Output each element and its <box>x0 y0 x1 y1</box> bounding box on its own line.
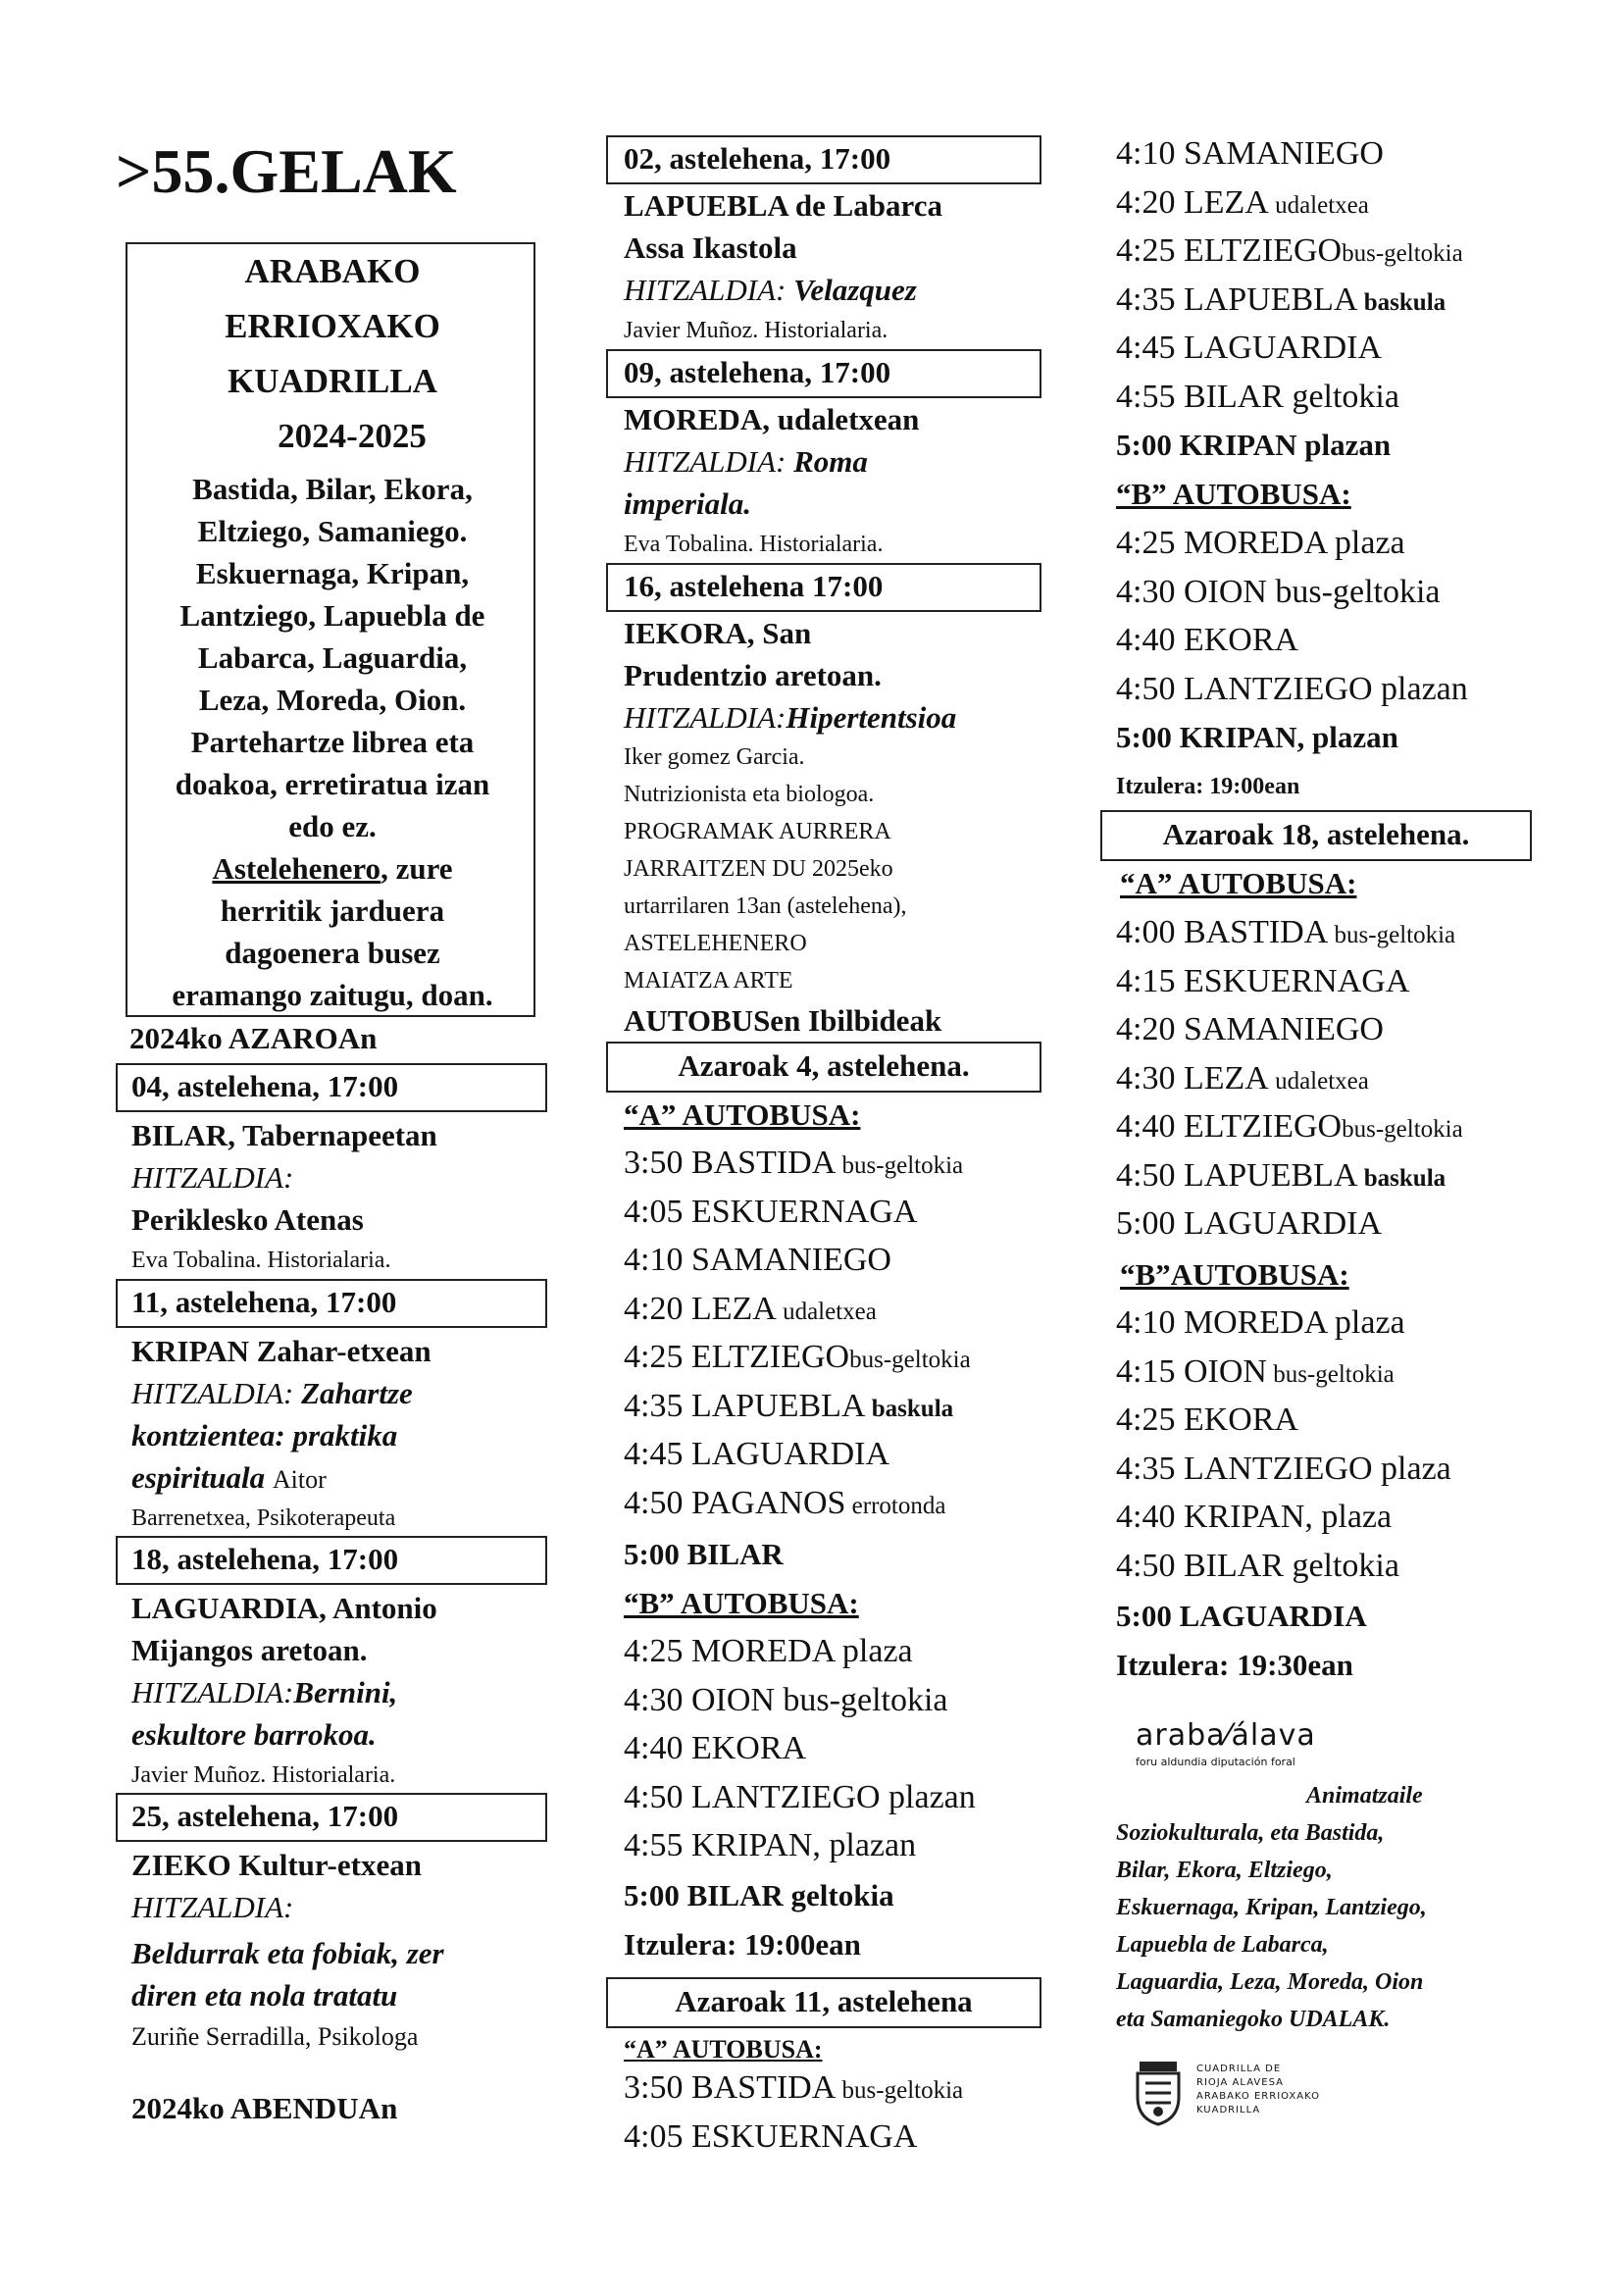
bus-stop <box>624 1827 916 1864</box>
event-date: 18, astelehena, 17:00 <box>131 1542 399 1576</box>
event-place: KRIPAN Zahar-etxean <box>131 1334 431 1368</box>
cuadrilla-logo-line: KUADRILLA <box>1196 2105 1261 2116</box>
intro-heading-1: ARABAKO <box>244 252 421 290</box>
speaker: Barrenetxea, Psikoterapeuta <box>131 1505 396 1531</box>
stop-name: 4:00 BASTIDA <box>1116 914 1329 950</box>
stop-name: 4:45 LAGUARDIA <box>624 1436 890 1472</box>
event-date: 02, astelehena, 17:00 <box>624 141 891 176</box>
event-place: ZIEKO Kultur-etxean <box>131 1848 422 1882</box>
month-heading: 2024ko ABENDUAn <box>131 2091 398 2125</box>
stop-detail: baskula <box>865 1395 954 1422</box>
talk-line: HITZALDIA:Bernini, <box>131 1675 398 1709</box>
speaker: Iker gomez Garcia. <box>624 744 805 770</box>
speaker: Javier Muñoz. Historialaria. <box>131 1762 396 1788</box>
event-place: LAPUEBLA de Labarca <box>624 188 942 223</box>
stop-name: 4:40 EKORA <box>624 1730 807 1766</box>
stop-detail: baskula <box>1357 288 1446 316</box>
intro-heading-years: 2024-2025 <box>278 417 427 455</box>
stop-name: 4:30 LEZA <box>1116 1059 1269 1096</box>
bus-stop <box>1116 1108 1463 1146</box>
talk-line: HITZALDIA: Zahartze <box>131 1376 413 1410</box>
bus-stop <box>624 1339 971 1376</box>
speaker: Eva Tobalina. Historialaria. <box>131 1248 391 1273</box>
event-place: BILAR, Tabernapeetan <box>131 1118 437 1152</box>
stop-name: 4:25 MOREDA plaza <box>624 1633 913 1669</box>
bus-stop <box>1116 1205 1382 1243</box>
event-place: LAGUARDIA, Antonio <box>131 1591 437 1625</box>
bus-stop <box>1116 1011 1384 1048</box>
talk-label: HITZALDIA: <box>131 1160 294 1195</box>
bus-b-end: 5:00 KRIPAN, plazan <box>1116 720 1398 754</box>
stop-name: 4:25 ELTZIEGO <box>1116 232 1343 269</box>
event-place: Prudentzio aretoan. <box>624 658 882 692</box>
credits-line: Lapuebla de Labarca, <box>1116 1932 1329 1958</box>
route-date: Azaroak 4, astelehena. <box>678 1048 970 1083</box>
stop-name: 4:35 LAPUEBLA <box>1116 280 1358 318</box>
event-place: Mijangos aretoan. <box>131 1633 368 1667</box>
talk-title: kontzientea: praktika <box>131 1418 398 1453</box>
talk-title: eskultore barrokoa. <box>131 1717 377 1752</box>
talk-label: HITZALDIA: <box>131 1890 294 1924</box>
intro-line: eramango zaitugu, doan. <box>172 978 493 1012</box>
talk-title: Beldurrak eta fobiak, zer <box>131 1936 444 1970</box>
stop-detail: bus-geltokia <box>836 1152 964 1179</box>
bus-stop <box>1116 1451 1451 1488</box>
stop-detail: bus-geltokia <box>836 2077 964 2104</box>
intro-line-underlined: Astelehenero, zure <box>212 851 453 886</box>
stop-name: 4:50 LANTZIEGO plazan <box>1116 670 1468 707</box>
intro-line: Bastida, Bilar, Ekora, <box>192 472 473 506</box>
bus-stop <box>624 1291 877 1328</box>
return-time: Itzulera: 19:00ean <box>624 1927 861 1962</box>
bus-a-end: 5:00 BILAR <box>624 1537 784 1571</box>
stop-detail: bus-geltokia <box>849 1347 971 1373</box>
intro-line: Partehartze librea eta <box>190 725 475 759</box>
stop-name: 4:25 ELTZIEGO <box>624 1339 850 1375</box>
bus-stop <box>1116 1548 1399 1585</box>
event-date: 11, astelehena, 17:00 <box>131 1285 397 1319</box>
bus-stop <box>1116 330 1382 367</box>
intro-line: Eltziego, Samaniego. <box>197 514 468 548</box>
stop-name: 4:15 ESKUERNAGA <box>1116 962 1410 999</box>
intro-line: Eskuernaga, Kripan, <box>195 556 470 590</box>
stop-name: 4:20 LEZA <box>1116 183 1269 221</box>
bus-stop <box>1116 1353 1395 1391</box>
araba-alava-logo: araba⁄álava <box>1136 1718 1316 1753</box>
talk-line: HITZALDIA: Velazquez <box>624 273 917 307</box>
stop-name: 4:45 LAGUARDIA <box>1116 330 1383 366</box>
credits-line: Bilar, Ekora, Eltziego, <box>1116 1858 1333 1883</box>
stop-name: 4:50 LANTZIEGO plazan <box>624 1778 976 1815</box>
stop-detail: udaletxea <box>1268 1067 1369 1095</box>
bus-b-heading: “B” AUTOBUSA: <box>1116 477 1351 511</box>
intro-line: Leza, Moreda, Oion. <box>198 683 467 717</box>
cuadrilla-logo-line: ARABAKO ERRIOXAKO <box>1196 2091 1320 2102</box>
intro-line: Labarca, Laguardia, <box>197 640 468 675</box>
stop-name: 4:35 LANTZIEGO plaza <box>1116 1450 1451 1487</box>
bus-stop <box>1116 281 1446 319</box>
event-date: 16, astelehena 17:00 <box>624 569 884 603</box>
bus-stop <box>624 1779 976 1816</box>
bus-stop <box>1116 1499 1392 1536</box>
bus-stop <box>1116 963 1409 1000</box>
bus-b-end: 5:00 BILAR geltokia <box>624 1878 894 1912</box>
stop-detail: errotonda <box>845 1492 946 1519</box>
return-time: Itzulera: 19:00ean <box>1116 774 1300 799</box>
intro-box <box>126 242 535 1017</box>
stop-name: 4:05 ESKUERNAGA <box>624 1193 918 1230</box>
month-heading: 2024ko AZAROAn <box>129 1021 378 1055</box>
event-date: 25, astelehena, 17:00 <box>131 1799 399 1833</box>
stop-detail: bus-geltokia <box>1342 1116 1463 1143</box>
stop-name: 4:20 SAMANIEGO <box>1116 1011 1384 1047</box>
intro-line: Lantziego, Lapuebla de <box>179 598 485 633</box>
bus-b-end: 5:00 LAGUARDIA <box>1116 1599 1367 1633</box>
stop-name: 4:10 MOREDA plaza <box>1116 1304 1405 1341</box>
bus-stop <box>1116 232 1463 270</box>
page-title: >55.GELAK <box>116 136 457 206</box>
intro-heading-2: ERRIOXAKO <box>225 307 440 345</box>
program-note: JARRAITZEN DU 2025eko <box>624 856 893 882</box>
stop-name: 3:50 BASTIDA <box>624 2069 837 2106</box>
return-time: Itzulera: 19:30ean <box>1116 1648 1353 1682</box>
bus-stop <box>624 1730 806 1767</box>
intro-line: doakoa, erretiratua izan <box>175 767 490 801</box>
program-note: ASTELEHENERO <box>624 931 807 956</box>
cuadrilla-logo-line: CUADRILLA DE <box>1196 2064 1282 2074</box>
intro-heading-3: KUADRILLA <box>228 362 437 400</box>
bus-b-heading: “B” AUTOBUSA: <box>624 1586 859 1620</box>
talk-title: Periklesko Atenas <box>131 1202 364 1237</box>
stop-detail: bus-geltokia <box>1342 240 1463 267</box>
talk-line: HITZALDIA:Hipertentsioa <box>624 700 957 735</box>
stop-name: 4:55 KRIPAN, plazan <box>624 1827 917 1863</box>
bus-stop <box>624 1436 889 1473</box>
route-date: Azaroak 11, astelehena <box>675 1984 973 2018</box>
event-place: Assa Ikastola <box>624 230 797 265</box>
coat-of-arms-icon <box>1130 2058 1187 2126</box>
bus-stop <box>624 1682 948 1719</box>
stop-name: 4:50 LAPUEBLA <box>1116 1156 1358 1194</box>
credits-line: Laguardia, Leza, Moreda, Oion <box>1116 1969 1424 1995</box>
credits-line: Animatzaile <box>1306 1783 1423 1809</box>
program-note: urtarrilaren 13an (astelehena), <box>624 893 907 919</box>
bus-b-heading: “B”AUTOBUSA: <box>1120 1257 1349 1292</box>
speaker: Javier Muñoz. Historialaria. <box>624 318 888 343</box>
event-place: MOREDA, udaletxean <box>624 402 920 436</box>
bus-stop <box>624 2118 917 2156</box>
intro-line: edo ez. <box>288 809 377 843</box>
bus-a-end: 5:00 KRIPAN plazan <box>1116 428 1392 462</box>
stop-detail: baskula <box>1357 1164 1446 1192</box>
stop-name: 4:40 ELTZIEGO <box>1116 1108 1343 1145</box>
bus-stop <box>1116 1402 1298 1439</box>
stop-name: 4:50 PAGANOS <box>624 1484 846 1521</box>
stop-name: 3:50 BASTIDA <box>624 1145 837 1181</box>
route-date: Azaroak 18, astelehena. <box>1162 817 1470 851</box>
bus-stop <box>1116 622 1298 659</box>
stop-name: 4:40 EKORA <box>1116 622 1299 658</box>
bus-stop <box>1116 379 1399 416</box>
stop-name: 4:30 OION bus-geltokia <box>1116 573 1441 610</box>
stop-name: 4:50 BILAR geltokia <box>1116 1547 1399 1584</box>
bus-stop <box>1116 671 1468 708</box>
bus-stop <box>1116 1060 1369 1097</box>
event-place: IEKORA, San <box>624 616 812 650</box>
bus-a-heading: “A” AUTOBUSA: <box>624 2035 823 2064</box>
bus-stop <box>624 1242 891 1279</box>
talk-title: imperiala. <box>624 486 752 521</box>
stop-name: 4:05 ESKUERNAGA <box>624 2117 918 2155</box>
talk-title: diren eta nola tratatu <box>131 1978 398 2013</box>
event-date: 04, astelehena, 17:00 <box>131 1069 399 1103</box>
bus-stop <box>624 1633 913 1670</box>
speaker: Nutrizionista eta biologoa. <box>624 782 875 807</box>
routes-title: AUTOBUSen Ibilbideak <box>624 1003 942 1038</box>
bus-stop <box>1116 914 1455 951</box>
speaker: Eva Tobalina. Historialaria. <box>624 532 884 557</box>
stop-name: 4:40 KRIPAN, plaza <box>1116 1499 1393 1535</box>
stop-name: 5:00 LAGUARDIA <box>1116 1205 1383 1242</box>
bus-stop <box>624 1388 953 1425</box>
credits-line: eta Samaniegoko UDALAK. <box>1116 2007 1391 2032</box>
intro-line: herritik jarduera <box>220 893 445 928</box>
speaker: Zuriñe Serradilla, Psikologa <box>131 2022 419 2051</box>
stop-detail: bus-geltokia <box>1266 1360 1395 1388</box>
stop-name: 4:55 BILAR geltokia <box>1116 378 1399 415</box>
bus-stop <box>1116 135 1384 173</box>
stop-name: 4:10 SAMANIEGO <box>1116 135 1384 172</box>
stop-name: 4:25 MOREDA plaza <box>1116 525 1405 561</box>
stop-name: 4:15 OION <box>1116 1352 1267 1390</box>
stop-detail: bus-geltokia <box>1328 922 1456 948</box>
bus-stop <box>1116 574 1441 611</box>
talk-line: espirituala Aitor <box>131 1460 327 1495</box>
bus-stop <box>1116 184 1369 222</box>
bus-a-heading: “A” AUTOBUSA: <box>1120 866 1357 900</box>
araba-alava-logo-sub: foru aldundia diputación foral <box>1136 1756 1295 1768</box>
bus-stop <box>624 2069 963 2107</box>
bus-stop <box>624 1485 945 1522</box>
credits-line: Soziokulturala, eta Bastida, <box>1116 1820 1385 1846</box>
stop-name: 4:30 OION bus-geltokia <box>624 1681 948 1718</box>
stop-name: 4:10 SAMANIEGO <box>624 1242 891 1278</box>
bus-stop <box>1116 525 1405 562</box>
stop-detail: udaletxea <box>776 1298 877 1325</box>
bus-stop <box>624 1194 917 1231</box>
stop-name: 4:35 LAPUEBLA <box>624 1387 866 1424</box>
event-date: 09, astelehena, 17:00 <box>624 355 891 389</box>
stop-name: 4:20 LEZA <box>624 1290 777 1327</box>
bus-stop <box>1116 1157 1446 1195</box>
bus-stop <box>1116 1304 1405 1342</box>
credits-line: Eskuernaga, Kripan, Lantziego, <box>1116 1895 1427 1920</box>
intro-line: dagoenera busez <box>225 936 440 970</box>
stop-name: 4:25 EKORA <box>1116 1402 1299 1438</box>
bus-a-heading: “A” AUTOBUSA: <box>624 1097 861 1132</box>
program-note: PROGRAMAK AURRERA <box>624 819 891 844</box>
talk-line: HITZALDIA: Roma <box>624 444 868 479</box>
cuadrilla-logo-line: RIOJA ALAVESA <box>1196 2077 1284 2088</box>
stop-detail: udaletxea <box>1268 191 1369 219</box>
program-note: MAIATZA ARTE <box>624 968 793 994</box>
bus-stop <box>624 1145 963 1182</box>
